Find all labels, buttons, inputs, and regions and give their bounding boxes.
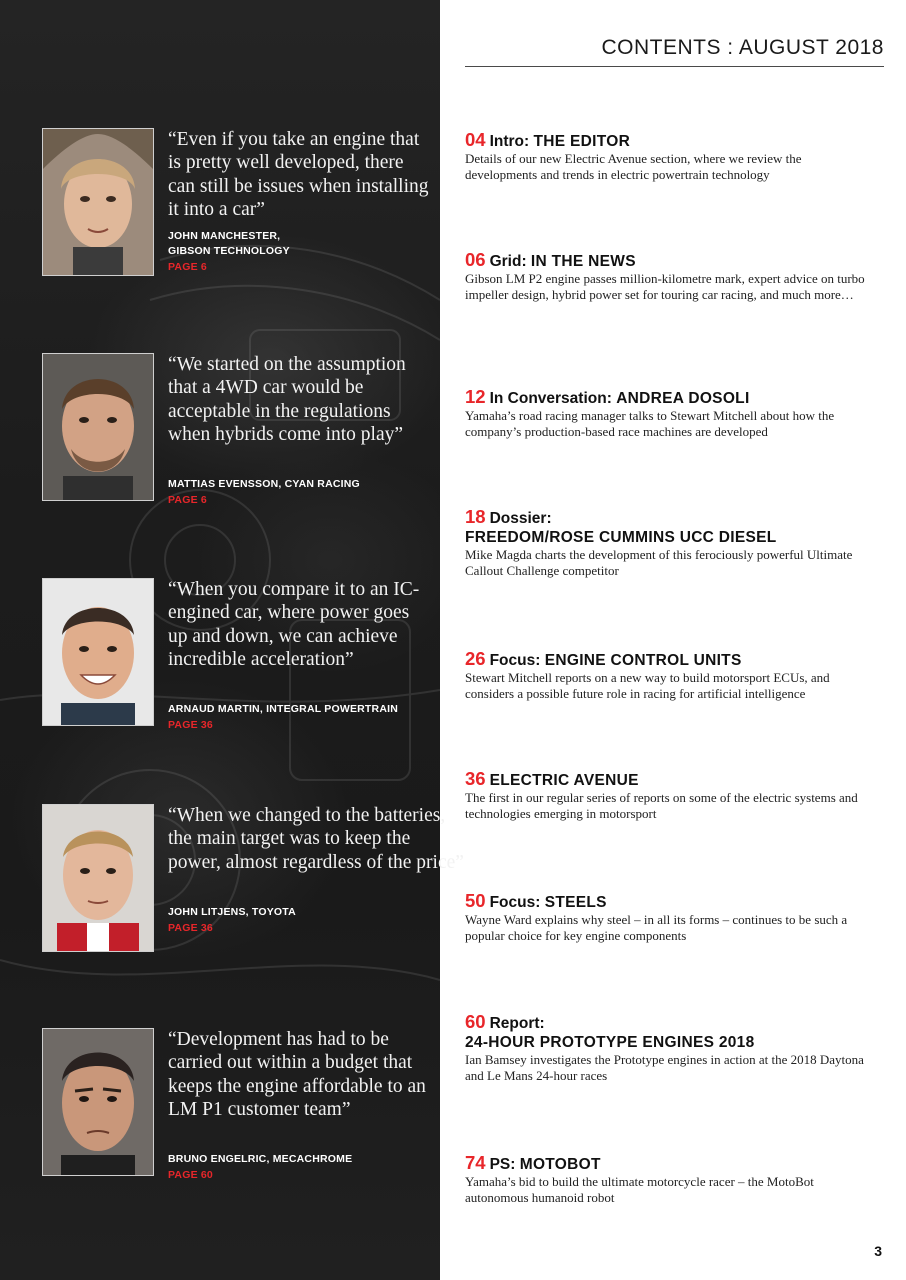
toc-title: THE EDITOR — [533, 133, 631, 150]
quote-text: “Development has had to be carried out within a budget that keeps the engine affordable to an LM P1 customer team” — [168, 1029, 426, 1121]
toc-entry-18[interactable] — [465, 507, 875, 579]
portrait-bruno-engelric — [42, 1028, 154, 1176]
contents-header-prefix: CONTENTS : — [601, 36, 734, 59]
portrait-john-litjens — [42, 804, 154, 952]
quote-text: “When you compare it to an IC-engined car, where power goes up and down, we can achieve incredible acceleration” — [168, 579, 420, 671]
toc-title: FREEDOM/ROSE CUMMINS UCC DIESEL — [465, 529, 777, 546]
quote-attribution: JOHN LITJENS, TOYOTA — [168, 906, 296, 918]
toc-description: The first in our regular series of reports on some of the electric systems and technologies emerging in motorsport — [465, 790, 858, 821]
toc-title: 24-HOUR PROTOTYPE ENGINES 2018 — [465, 1034, 755, 1051]
portrait-john-manchester — [42, 128, 154, 276]
toc-description: Yamaha’s bid to build the ultimate motorcycle racer – the MotoBot autonomous humanoid robot — [465, 1174, 814, 1205]
quote-attribution: MATTIAS EVENSSON, CYAN RACING — [168, 478, 360, 490]
toc-page-number: 36 — [465, 768, 486, 789]
header-rule — [465, 66, 884, 67]
toc-section: Focus: — [489, 894, 541, 911]
toc-description: Stewart Mitchell reports on a new way to build motorsport ECUs, and considers a possible future role in racing for artificial intelligence — [465, 670, 830, 701]
toc-page-number: 50 — [465, 890, 486, 911]
toc-page-number: 04 — [465, 129, 486, 150]
quote-block-4 — [42, 804, 464, 954]
quote-page-ref: PAGE 6 — [168, 494, 207, 506]
toc-title: MOTOBOT — [519, 1156, 601, 1173]
toc-entry-60[interactable] — [465, 1012, 875, 1084]
toc-entry-36[interactable] — [465, 769, 875, 822]
toc-page-number: 26 — [465, 648, 486, 669]
quote-page-ref: PAGE 60 — [168, 1169, 213, 1181]
toc-description: Gibson LM P2 engine passes million-kilometre mark, expert advice on turbo impeller design, hybrid power set for touring car racing, and much more… — [465, 271, 865, 302]
quote-page-ref: PAGE 6 — [168, 261, 207, 273]
toc-entry-06[interactable] — [465, 250, 875, 303]
toc-section: In Conversation: — [489, 390, 612, 407]
toc-entry-heading — [465, 1153, 875, 1174]
toc-entry-heading — [465, 649, 875, 670]
contents-header-date: AUGUST 2018 — [738, 36, 884, 59]
quote-block-2 — [42, 353, 432, 506]
toc-title: ENGINE CONTROL UNITS — [544, 652, 742, 669]
toc-title: ANDREA DOSOLI — [616, 390, 750, 407]
toc-description: Yamaha’s road racing manager talks to Stewart Mitchell about how the company’s production-based race machines are developed — [465, 408, 835, 439]
quote-page-ref: PAGE 36 — [168, 719, 213, 731]
toc-section: Report: — [489, 1015, 545, 1032]
toc-page-number: 06 — [465, 249, 486, 270]
toc-entry-heading — [465, 891, 875, 912]
quote-block-1 — [42, 128, 432, 278]
toc-description: Mike Magda charts the development of this ferociously powerful Ultimate Callout Challenge competitor — [465, 547, 853, 578]
toc-title: IN THE NEWS — [530, 253, 636, 270]
quote-text: “We started on the assumption that a 4WD car would be acceptable in the regulations when hybrids come into play” — [168, 354, 406, 446]
quote-block-3 — [42, 578, 432, 731]
toc-description: Details of our new Electric Avenue section, where we review the developments and trends in electric powertrain technology — [465, 151, 802, 182]
toc-entry-12[interactable] — [465, 387, 875, 440]
toc-entry-heading — [465, 769, 875, 790]
quote-attribution: BRUNO ENGELRIC, MECACHROME — [168, 1153, 353, 1165]
quote-page-ref: PAGE 36 — [168, 922, 213, 934]
quote-text: “When we changed to the batteries, the main target was to keep the power, almost regardless of the price” — [168, 805, 464, 873]
toc-entry-heading — [465, 387, 875, 408]
toc-section: Grid: — [489, 253, 527, 270]
toc-description: Wayne Ward explains why steel – in all its forms – continues to be such a popular choice for key engine components — [465, 912, 848, 943]
toc-section: Intro: — [489, 133, 530, 150]
quote-block-5 — [42, 1028, 432, 1181]
toc-page-number: 74 — [465, 1152, 486, 1173]
toc-description: Ian Bamsey investigates the Prototype engines in action at the 2018 Daytona and Le Mans 24-hour races — [465, 1052, 864, 1083]
toc-entry-74[interactable] — [465, 1153, 875, 1206]
quote-text: “Even if you take an engine that is pretty well developed, there can still be issues when installing it into a car” — [168, 129, 429, 221]
toc-entry-heading — [465, 250, 875, 271]
toc-section: Focus: — [489, 652, 541, 669]
toc-entry-04[interactable] — [465, 130, 875, 183]
contents-header — [601, 36, 884, 60]
portrait-arnaud-martin — [42, 578, 154, 726]
toc-entry-26[interactable] — [465, 649, 875, 702]
toc-entry-50[interactable] — [465, 891, 875, 944]
toc-entry-heading — [465, 130, 875, 151]
toc-page-number: 12 — [465, 386, 486, 407]
page-number: 3 — [874, 1243, 882, 1259]
toc-section: Dossier: — [489, 510, 552, 527]
toc-page-number: 60 — [465, 1011, 486, 1032]
toc-entry-heading — [465, 1012, 875, 1052]
quote-attribution: JOHN MANCHESTER, GIBSON TECHNOLOGY — [168, 230, 290, 257]
quote-attribution: ARNAUD MARTIN, INTEGRAL POWERTRAIN — [168, 703, 399, 715]
toc-section: PS: — [489, 1156, 516, 1173]
portrait-mattias-evensson — [42, 353, 154, 501]
toc-entry-heading — [465, 507, 875, 547]
toc-page-number: 18 — [465, 506, 486, 527]
toc-title: STEELS — [544, 894, 607, 911]
toc-title: ELECTRIC AVENUE — [489, 772, 639, 789]
